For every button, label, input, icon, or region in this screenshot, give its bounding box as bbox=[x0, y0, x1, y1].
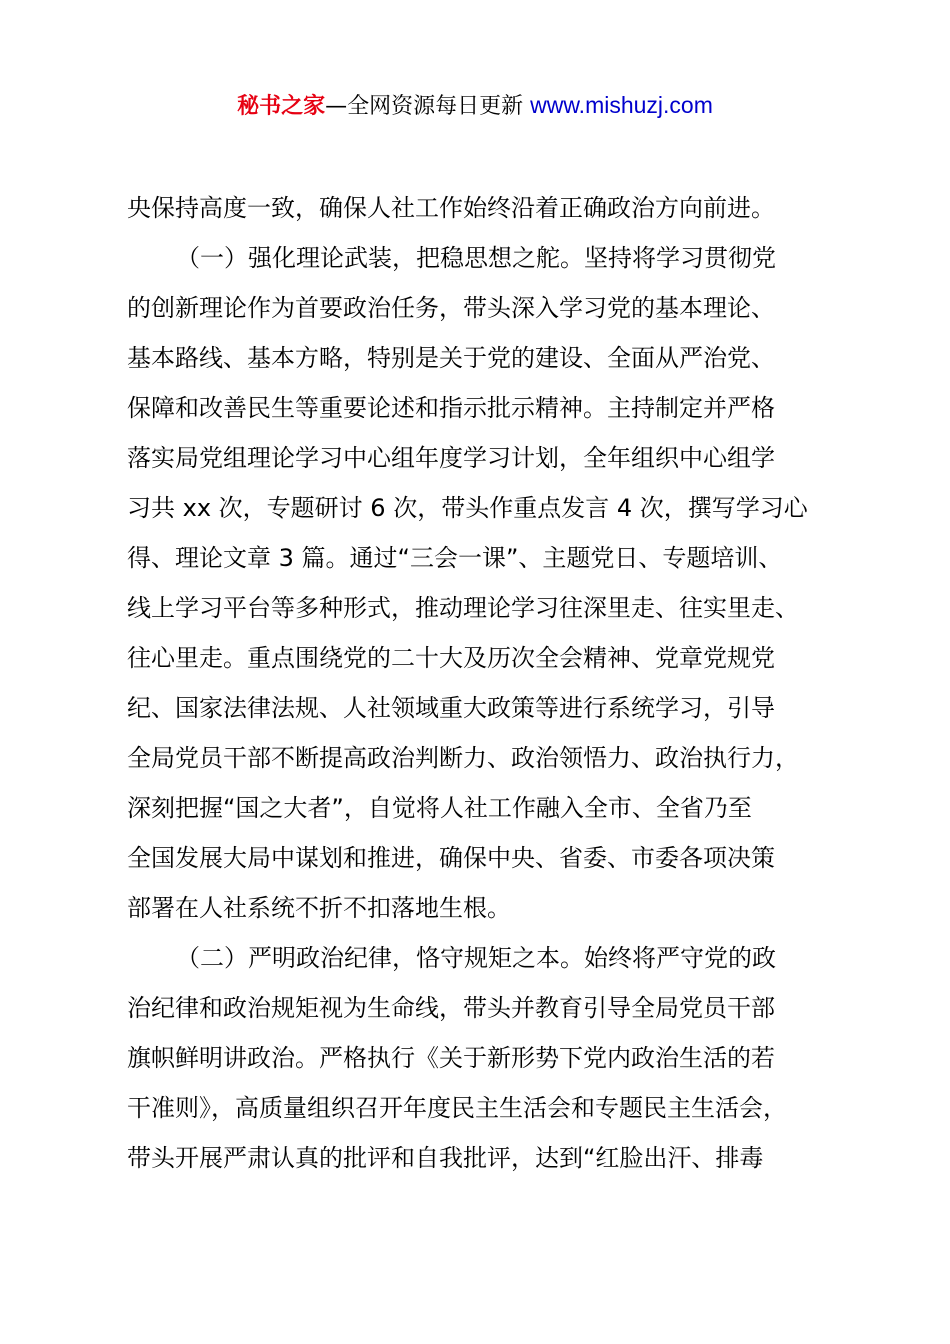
brand-name: 秘书之家 bbox=[237, 94, 326, 119]
body-line: 全局党员干部不断提高政治判断力、政治领悟力、政治执行力， bbox=[127, 744, 799, 772]
section-heading-line: （二）严明政治纪律，恪守规矩之本。始终将严守党的政 bbox=[176, 944, 776, 972]
body-line: 基本路线、基本方略，特别是关于党的建设、全面从严治党、 bbox=[127, 344, 775, 372]
body-line: 干准则》，高质量组织召开年度民主生活会和专题民主生活会， bbox=[127, 1094, 787, 1122]
body-line: 保障和改善民生等重要论述和指示批示精神。主持制定并严格 bbox=[127, 394, 775, 422]
site-url-link[interactable]: www.mishuzj.com bbox=[530, 92, 713, 118]
body-line: 部署在人社系统不折不扣落地生根。 bbox=[127, 894, 511, 922]
body-line: 的创新理论作为首要政治任务，带头深入学习党的基本理论、 bbox=[127, 294, 775, 322]
body-line: 治纪律和政治规矩视为生命线，带头并教育引导全局党员干部 bbox=[127, 994, 775, 1022]
section-heading-line: （一）强化理论武装，把稳思想之舵。坚持将学习贯彻党 bbox=[176, 244, 776, 272]
header-tagline: —全网资源每日更新 bbox=[325, 94, 524, 119]
body-line: 纪、国家法律法规、人社领域重大政策等进行系统学习，引导 bbox=[127, 694, 775, 722]
body-line: 带头开展严肃认真的批评和自我批评，达到“红脸出汗、排毒 bbox=[127, 1144, 764, 1172]
body-line: 央保持高度一致，确保人社工作始终沿着正确政治方向前进。 bbox=[127, 194, 775, 222]
body-line: 线上学习平台等多种形式，推动理论学习往深里走、往实里走、 bbox=[127, 594, 799, 622]
body-line: 落实局党组理论学习中心组年度学习计划，全年组织中心组学 bbox=[127, 444, 775, 472]
body-line: 全国发展大局中谋划和推进，确保中央、省委、市委各项决策 bbox=[127, 844, 775, 872]
site-header bbox=[0, 88, 950, 124]
body-line: 深刻把握“国之大者”，自觉将人社工作融入全市、全省乃至 bbox=[127, 794, 752, 822]
body-line: 习共 xx 次，专题研讨 6 次，带头作重点发言 4 次，撰写学习心 bbox=[127, 494, 808, 522]
body-line: 旗帜鲜明讲政治。严格执行《关于新形势下党内政治生活的若 bbox=[127, 1044, 775, 1072]
body-line: 往心里走。重点围绕党的二十大及历次全会精神、党章党规党 bbox=[127, 644, 775, 672]
body-line: 得、理论文章 3 篇。通过“三会一课”、主题党日、专题培训、 bbox=[127, 544, 783, 572]
